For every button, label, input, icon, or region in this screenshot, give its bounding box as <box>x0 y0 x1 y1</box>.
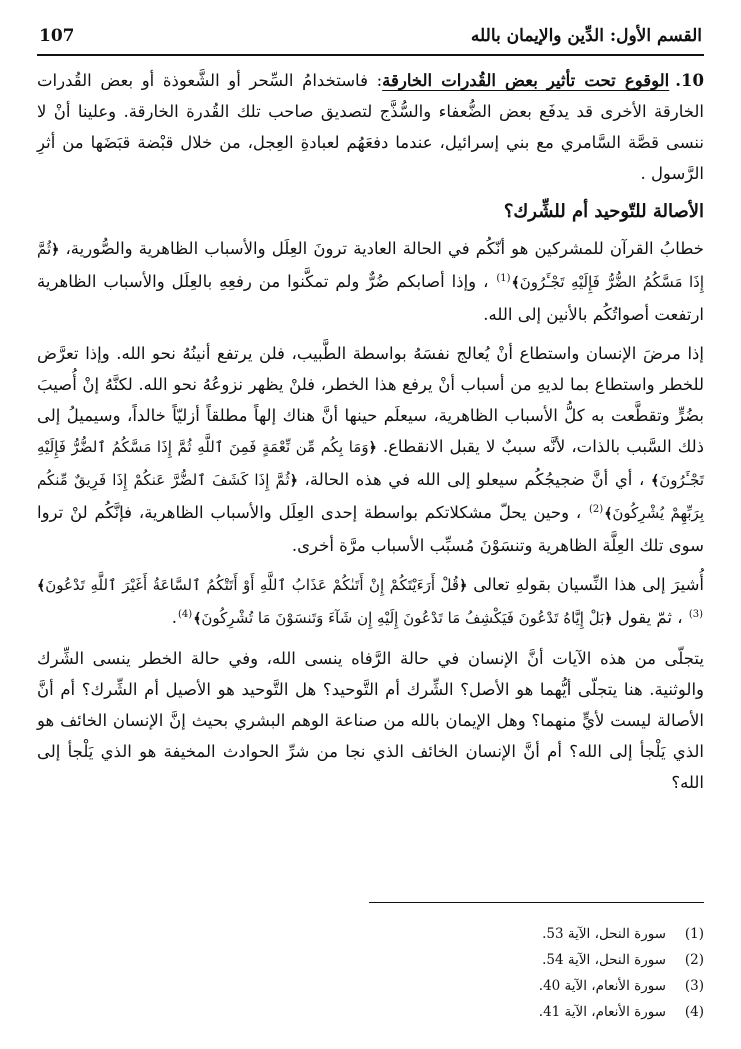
quran-closing-bracket: ﴾ <box>604 506 613 522</box>
paragraph-text: ، ثمّ يقول <box>612 608 683 627</box>
paragraph-text: إذا مرضَ الإنسان واستطاع أنْ يُعالج نفسَهُ بواسطة الطَّبيب، فلن يرتفع أنينُهُ نحو الله. وإذا تعرَّض للخطر واستطاع بما لديهِ من أسباب أنْ يرفع هذا الخطر، فلنْ يظهر نزوعُهُ نحو الله. لكنَّهُ إنْ أُصيبَ بضُرٍّ وتقطَّعت به كلُّ الأسباب الظاهرية، سيعلَم حينها أنَّ هناك إلهاً مطلقاً أزليّاً خالداً، وسيميلُ إلى ذلك السَّبب بالذات، لأنَّه سببٌ لا يقبل الانقطاع. <box>37 344 704 456</box>
paragraph-forgetting: أُشيرَ إلى هذا النِّسيان بقولهِ تعالى ﴿قُلْ أَرَءَيْتَكُمْ إِنْ أَتَىٰكُمْ عَذَابُ ٱللَّهِ أَوْ أَتَتْكُمُ ٱلسَّاعَةُ أَغَيْرَ ٱللَّهِ تَدْعُونَ﴾(3) ، ثمّ يقول ﴿بَلْ إِيَّاهُ تَدْعُونَ فَيَكْشِفُ مَا تَدْعُونَ إِلَيْهِ إِن شَآءَ وَتَنسَوْنَ مَا تُشْرِكُونَ﴾(4). <box>37 575 704 627</box>
footnote-number: (1) <box>684 926 704 942</box>
footnote-text: سورة الأنعام، الآية 40. <box>538 978 666 994</box>
quran-closing-bracket: ﴾ <box>193 611 202 627</box>
paragraph-origin-question: يتجلّى من هذه الآيات أنَّ الإنسان في حالة الرَّفاه ينسى الله، وفي حالة الخطر ينسى الشِّرك والوثنية. هنا يتجلّى أيُّهما هو الأصل؟ الشِّرك أم التَّوحيد؟ هل التَّوحيد هو الأصيل أم الشِّرك؟ أم أنَّ الأصالة ليست لأيٍّ منهما؟ وهل الإيمان بالله من صناعة الوهم البشري بحيث إنَّ الإنسان الخائف هو الذي يَلْجأ إلى الله؟ أم أنَّ الإنسان الخائف الذي نجا من شرِّ الحوادث المخيفة هو الذي يَلْجأ إلى الله؟ <box>37 649 704 792</box>
paragraph-text: ، وإذا أصابكم ضُرٌّ ولم تمكَّنوا من رفعِهِ بالعِلَل والأسباب الظاهرية ارتفعت أصواتُكُم بالأنين إلى الله. <box>37 272 704 324</box>
quran-closing-bracket: ﴾ <box>511 275 520 291</box>
quran-opening-bracket: ﴿ <box>289 473 298 489</box>
quran-closing-bracket: ﴾ <box>37 578 46 594</box>
point-title: الوقوع تحت تأثير بعض القُدرات الخارقة <box>382 71 670 90</box>
footnote-number: (3) <box>684 978 704 994</box>
point-text: : فاستخدامُ السِّحر أو الشَّعوذة أو بعض القُدرات الخارقة الأخرى قد يدفَع بعض الضُّعفاء والسُّذَّج لتصديق صاحب تلك القُدرة الخارقة. وعلينا أنْ لا ننسى قصَّة السَّامري مع بني إسرائيل، عندما دفعَهُم لعبادةِ العِجل، من خلال قبْضة قبَضَها من أثرِ الرَّسول . <box>37 71 704 183</box>
page-header <box>37 18 704 56</box>
footnote-number: (2) <box>684 952 704 968</box>
quran-opening-bracket: ﴿ <box>604 611 613 627</box>
page-content <box>37 65 704 798</box>
numbered-point-10 <box>37 65 704 189</box>
paragraph-illness-danger: إذا مرضَ الإنسان واستطاع أنْ يُعالج نفسَهُ بواسطة الطَّبيب، فلن يرتفع أنينُهُ نحو الله. وإذا تعرَّض للخطر واستطاع بما لديهِ من أسباب أنْ يرفع هذا الخطر، فلنْ يظهر نزوعُهُ نحو الله. لكنَّهُ إنْ أُصيبَ بضُرٍّ وتقطَّعت به كلُّ الأسباب الظاهرية، سيعلَم حينها أنَّ هناك إلهاً مطلقاً أزليّاً خالداً، وسيميلُ إلى ذلك السَّبب بالذات، لأنَّه سببٌ لا يقبل الانقطاع. ﴿وَمَا بِكُم مِّن نِّعْمَةٍ فَمِنَ ٱللَّهِ ثُمَّ إِذَا مَسَّكُمُ ٱلضُّرُّ فَإِلَيْهِ تَجْـَٔرُونَ﴾ ، أي أنَّ ضجيجُكُم سيعلو إلى الله في هذه الحالة، ﴿ثُمَّ إِذَا كَشَفَ ٱلضُّرَّ عَنكُمْ إِذَا فَرِيقٌ مِّنكُم بِرَبِّهِمْ يُشْرِكُونَ﴾(2) ، وحين يحلّ مشكلاتكم بواسطة إحدى العِلَل والأسباب الظاهرية، فإنَّكُم لنْ تروا سوى تلك العِلَّة الظاهرية وتنسَوْنَ مُسبِّب الأسباب مرَّة أخرى. <box>37 344 705 555</box>
footnote-text: سورة النحل، الآية 54. <box>542 952 666 968</box>
paragraph-text: أُشيرَ إلى هذا النِّسيان بقولهِ تعالى <box>467 575 704 594</box>
chapter-title: القسم الأول: الدِّين والإيمان بالله <box>470 25 702 46</box>
footnote-3 <box>344 973 704 999</box>
quran-opening-bracket: ﴿ <box>368 440 377 456</box>
quran-verse: وَمَا بِكُم مِّن نِّعْمَةٍ فَمِنَ ٱللَّهِ ثُمَّ إِذَا مَسَّكُمُ ٱلضُّرُّ فَإِلَيْهِ تَجْـَٔرُونَ <box>37 438 704 489</box>
footnotes <box>344 921 704 1025</box>
footnote-separator <box>369 902 704 903</box>
footnote-1 <box>344 921 704 947</box>
quran-verse: ثُمَّ إِذَا كَشَفَ ٱلضُّرَّ عَنكُمْ إِذَا فَرِيقٌ مِّنكُم بِرَبِّهِمْ يُشْرِكُونَ <box>37 471 705 522</box>
footnote-4 <box>344 999 704 1025</box>
section-heading: الأصالة للتّوحيد أم للشِّرك؟ <box>503 201 704 222</box>
quran-verse: بَلْ إِيَّاهُ تَدْعُونَ فَيَكْشِفُ مَا تَدْعُونَ إِلَيْهِ إِن شَآءَ وَتَنسَوْنَ مَا تُشْرِكُونَ <box>201 609 605 627</box>
paragraph-text: ، وحين يحلّ مشكلاتكم بواسطة إحدى العِلَل والأسباب الظاهرية، فإنَّكُم لنْ تروا سوى تلك العِلَّة الظاهرية وتنسَوْنَ مُسبِّب الأسباب مرَّة أخرى. <box>37 503 704 555</box>
paragraph-text: خطابُ القرآن للمشركين هو أنّكُم في الحالة العادية ترونَ العِلَل والأسباب الظاهرية والصُّورية، <box>59 239 704 258</box>
footnote-text: سورة الأنعام، الآية 41. <box>538 1004 666 1020</box>
quran-closing-bracket: ﴾ <box>651 473 660 489</box>
paragraph-end-punctuation: . <box>171 608 178 627</box>
footnote-2 <box>344 947 704 973</box>
footnote-text: سورة النحل، الآية 53. <box>542 926 666 942</box>
quran-verse: ثُمَّ إِذَا مَسَّكُمُ الضُّرُّ فَإِلَيْهِ تَجْـَٔرُونَ <box>37 240 704 291</box>
page-number: 107 <box>39 25 75 46</box>
paragraph-text: ، أي أنَّ ضجيجُكُم سيعلو إلى الله في هذه الحالة، <box>297 470 645 489</box>
paragraph-quran-address: خطابُ القرآن للمشركين هو أنّكُم في الحالة العادية ترونَ العِلَل والأسباب الظاهرية والصُّورية، ﴿ثُمَّ إِذَا مَسَّكُمُ الضُّرُّ فَإِلَيْهِ تَجْـَٔرُونَ﴾(1) ، وإذا أصابكم ضُرٌّ ولم تمكَّنوا من رفعِهِ بالعِلَل والأسباب الظاهرية ارتفعت أصواتُكُم بالأنين إلى الله. <box>37 239 704 324</box>
footnote-number: (4) <box>684 1004 704 1020</box>
quran-opening-bracket: ﴿ <box>459 578 468 594</box>
quran-opening-bracket: ﴿ <box>51 242 60 258</box>
quran-verse: قُلْ أَرَءَيْتَكُمْ إِنْ أَتَىٰكُمْ عَذَابُ ٱللَّهِ أَوْ أَتَتْكُمُ ٱلسَّاعَةُ أَغَيْرَ ٱللَّهِ تَدْعُونَ <box>45 576 460 594</box>
book-page <box>37 18 704 1028</box>
point-number: 10. <box>675 71 704 90</box>
